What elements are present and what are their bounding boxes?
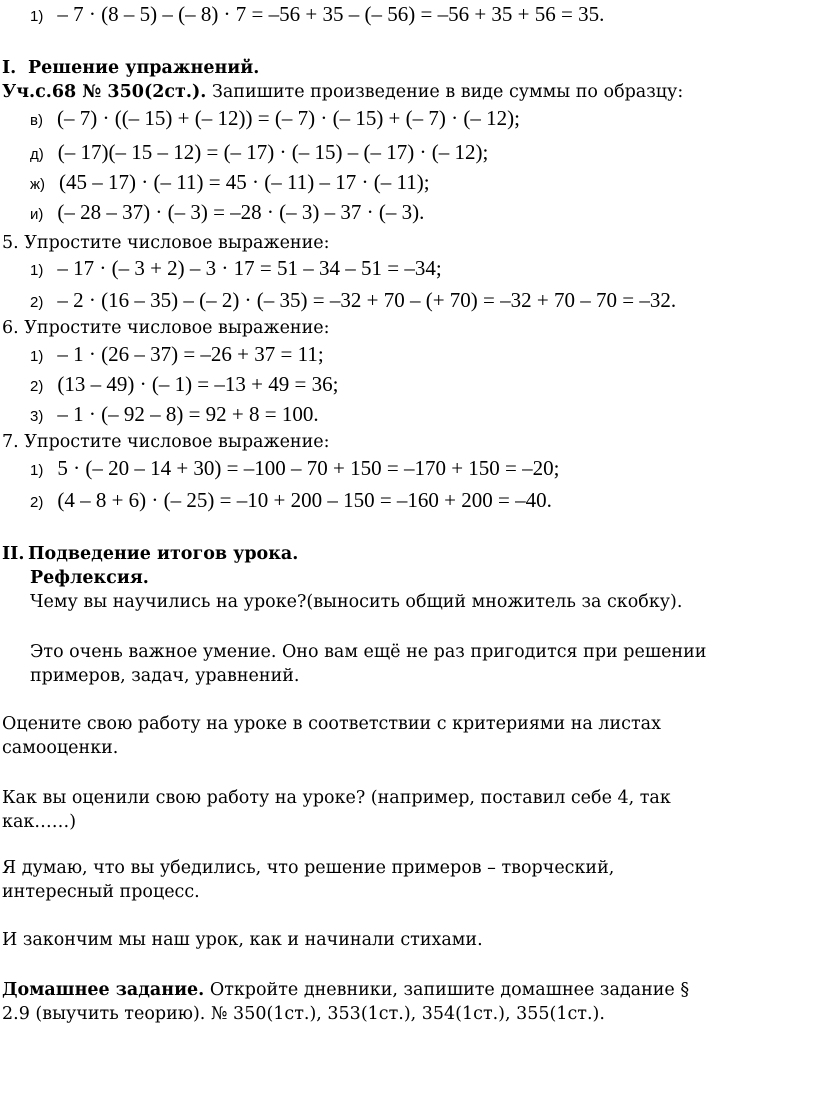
task-6-heading: 6. Упростите числовое выражение: (2, 318, 330, 338)
exercise-item (30, 372, 338, 397)
paragraph-line: как……) (2, 812, 77, 832)
exercise-instruction: Запишите произведение в виде суммы по образцу: (206, 82, 684, 102)
reflection-heading: Рефлексия. (30, 568, 149, 588)
math-expression: – 2 · (16 – 35) – (– 2) · (– 35) = –32 + 70 – (+ 70) = –32 + 70 – 70 = –32. (57, 288, 677, 312)
section-number: II. (2, 544, 25, 564)
math-expression: 5 · (– 20 – 14 + 30) = –100 – 70 + 150 = –170 + 150 = –20; (57, 456, 560, 480)
paragraph-line: И закончим мы наш урок, как и начинали стихами. (2, 930, 483, 950)
item-number: 1) (30, 348, 44, 365)
item-number: 1) (30, 8, 44, 25)
reflection-question: Чему вы научились на уроке?(выносить общий множитель за скобку). (30, 592, 683, 612)
homework-text: Откройте дневники, запишите домашнее задание § (204, 980, 690, 1000)
item-number: в) (30, 112, 43, 129)
task-5-heading: 5. Упростите числовое выражение: (2, 233, 330, 253)
math-expression: – 17 · (– 3 + 2) – 3 · 17 = 51 – 34 – 51 = –34; (57, 256, 442, 280)
section-title: Подведение итогов урока. (28, 544, 299, 564)
paragraph-line: Как вы оценили свою работу на уроке? (например, поставил себе 4, так (2, 788, 671, 808)
paragraph-line: самооценки. (2, 738, 119, 758)
textbook-reference: Уч.с.68 № 350(2ст.). (2, 82, 207, 102)
homework-line: 2.9 (выучить теорию). № 350(1ст.), 353(1ст.), 354(1ст.), 355(1ст.). (2, 1004, 605, 1024)
item-number: и) (30, 206, 44, 223)
exercise-item (30, 288, 676, 313)
item-number: 1) (30, 262, 44, 279)
math-expression: (– 28 – 37) · (– 3) = –28 · (– 3) – 37 · (– 3). (57, 200, 425, 224)
paragraph-line: интересный процесс. (2, 882, 200, 902)
item-number: 2) (30, 378, 44, 395)
paragraph-line: Я думаю, что вы убедились, что решение примеров – творческий, (2, 858, 615, 878)
exercise-item (30, 456, 559, 481)
item-number: 2) (30, 494, 44, 511)
section-1-heading (2, 58, 259, 78)
math-expression: (– 7) · ((– 15) + (– 12)) = (– 7) · (– 15) + (– 7) · (– 12); (56, 106, 520, 130)
exercise-item (30, 106, 520, 131)
math-expression: – 1 · (26 – 37) = –26 + 37 = 11; (57, 342, 324, 366)
exercise-item (30, 170, 430, 195)
section-title: Решение упражнений. (28, 58, 260, 78)
math-expression: (4 – 8 + 6) · (– 25) = –10 + 200 – 150 = –160 + 200 = –40. (57, 488, 552, 512)
math-expression: (13 – 49) · (– 1) = –13 + 49 = 36; (57, 372, 339, 396)
task-7-heading: 7. Упростите числовое выражение: (2, 432, 330, 452)
exercise-item (30, 402, 319, 427)
exercise-reference (2, 82, 683, 102)
math-expression: (45 – 17) · (– 11) = 45 · (– 11) – 17 · (– 11); (59, 170, 430, 194)
exercise-item (30, 140, 488, 165)
math-expression: (– 17)(– 15 – 12) = (– 17) · (– 15) – (– 17) · (– 12); (57, 140, 489, 164)
item-number: 2) (30, 294, 44, 311)
section-2-heading (2, 544, 298, 564)
item-number: 3) (30, 408, 44, 425)
item-number: 1) (30, 462, 44, 479)
homework-line (2, 980, 689, 1000)
section-number: I. (2, 58, 17, 78)
math-expression: – 1 · (– 92 – 8) = 92 + 8 = 100. (57, 402, 319, 426)
item-number: ж) (30, 176, 46, 193)
top-example-line (30, 2, 604, 27)
exercise-item (30, 488, 552, 513)
exercise-item (30, 342, 324, 367)
paragraph-line: примеров, задач, уравнений. (30, 666, 300, 686)
exercise-item (30, 200, 424, 225)
homework-label: Домашнее задание. (2, 980, 205, 1000)
paragraph-line: Оцените свою работу на уроке в соответствии с критериями на листах (2, 714, 661, 734)
exercise-item (30, 256, 442, 281)
item-number: д) (30, 146, 44, 163)
paragraph-line: Это очень важное умение. Оно вам ещё не раз пригодится при решении (30, 642, 707, 662)
math-expression: – 7 · (8 – 5) – (– 8) · 7 = –56 + 35 – (– 56) = –56 + 35 + 56 = 35. (57, 2, 605, 26)
